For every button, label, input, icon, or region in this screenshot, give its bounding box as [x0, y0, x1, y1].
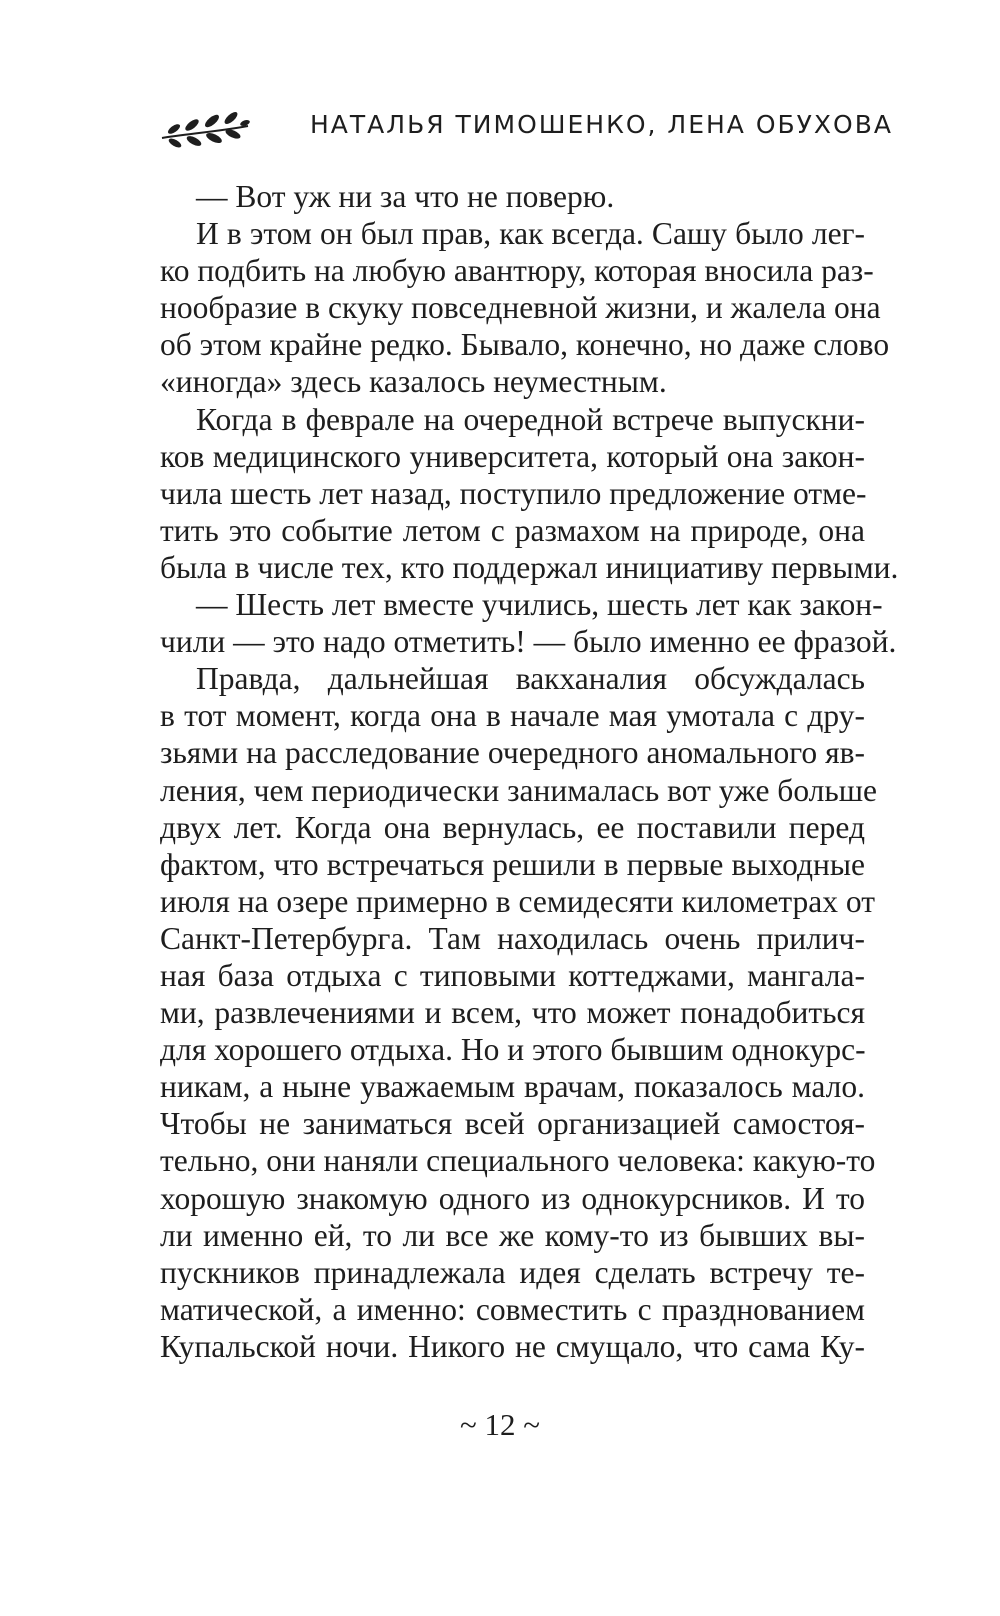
text-line: об этом крайне редко. Бывало, конечно, но даже слово	[160, 327, 890, 363]
text-line: ления, чем периодически занималась вот уже больше	[160, 772, 877, 808]
text-line: Правда, дальнейшая вакханалия обсуждалась	[196, 661, 865, 697]
text-line: пускников принадлежала идея сделать встречу те-	[160, 1254, 865, 1290]
text-line: ков медицинского университета, который она закон-	[160, 438, 865, 474]
text-line: июля на озере примерно в семидесяти километрах от	[160, 883, 875, 919]
text-line: ко подбить на любую авантюру, которая вносила раз-	[160, 253, 874, 289]
text-line: — Вот уж ни за что не поверю.	[196, 179, 615, 214]
text-line: в тот момент, когда она в начале мая умотала с дру-	[160, 698, 865, 734]
text-line: была в числе тех, кто поддержал инициативу первыми.	[160, 549, 899, 585]
text-line: чила шесть лет назад, поступило предложение отме-	[160, 475, 867, 511]
page-number: ~ 12 ~	[459, 1407, 541, 1442]
text-line: ми, развлечениями и всем, что может понадобиться	[160, 995, 865, 1031]
text-line: — Шесть лет вместе учились, шесть лет как закон-	[196, 587, 883, 623]
text-line: зьями на расследование очередного аномального яв-	[160, 735, 865, 771]
text-line: Когда в феврале на очередной встрече выпускни-	[196, 401, 865, 437]
text-line: ли именно ей, то ли все же кому-то из бывших вы-	[160, 1217, 865, 1253]
text-line: нообразие в скуку повседневной жизни, и жалела она	[160, 290, 881, 326]
text-line: тельно, они наняли специального человека: какую-то	[160, 1143, 876, 1179]
text-line: ная база отдыха с типовыми коттеджами, мангала-	[160, 957, 865, 993]
text-line: Санкт-Петербурга. Там находилась очень прилич-	[160, 920, 865, 956]
text-line: фактом, что встречаться решили в первые выходные	[160, 846, 865, 882]
body-text	[160, 178, 899, 1365]
text-line: для хорошего отдыха. Но и этого бывшим однокурс-	[160, 1032, 866, 1068]
text-line: никам, а ныне уважаемым врачам, показалось мало.	[160, 1069, 865, 1105]
text-line: Чтобы не заниматься всей организацией самостоя-	[160, 1106, 865, 1142]
running-head: НАТАЛЬЯ ТИМОШЕНКО, ЛЕНА ОБУХОВА	[310, 110, 893, 139]
text-line: чили — это надо отметить! — было именно ее фразой.	[160, 624, 897, 660]
leaf-branch-icon	[160, 108, 250, 148]
text-line: двух лет. Когда она вернулась, ее поставили перед	[160, 809, 865, 845]
text-line: «иногда» здесь казалось неуместным.	[160, 364, 667, 400]
text-line: матической, а именно: совместить с празднованием	[160, 1291, 865, 1327]
page-header	[160, 108, 893, 158]
text-line: тить это событие летом с размахом на природе, она	[160, 512, 865, 548]
text-line: хорошую знакомую одного из однокурсников. И то	[160, 1180, 865, 1216]
text-line: И в этом он был прав, как всегда. Сашу было лег-	[196, 216, 865, 252]
text-line: Купальской ночи. Никого не смущало, что сама Ку-	[160, 1328, 865, 1364]
